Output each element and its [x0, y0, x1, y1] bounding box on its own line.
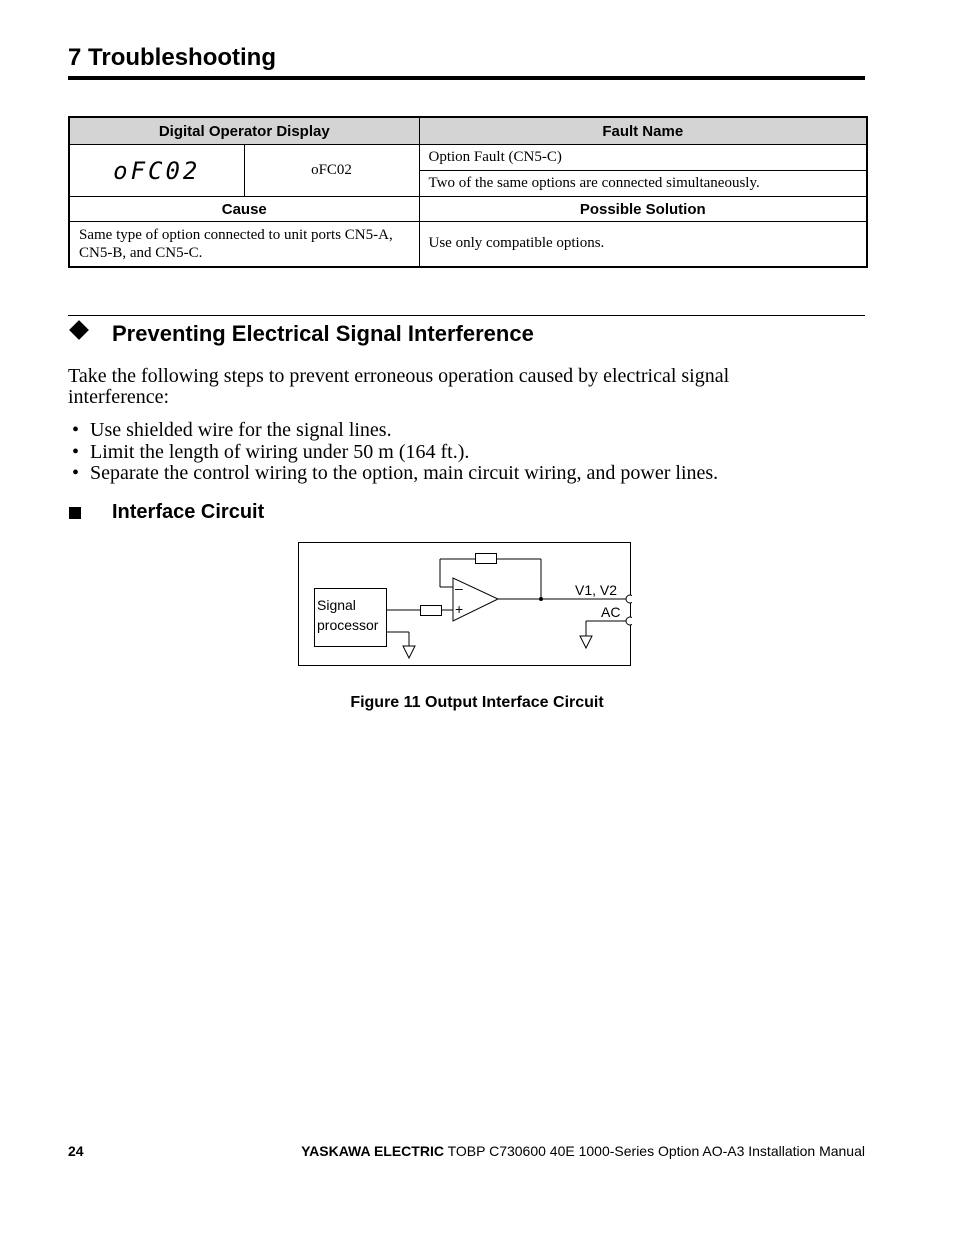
- fault-description: Two of the same options are connected simultaneously.: [419, 171, 867, 197]
- display-code: oFC02: [244, 145, 419, 197]
- bullet-icon: •: [72, 462, 80, 484]
- fault-name: Option Fault (CN5-C): [419, 145, 867, 171]
- header-digital-operator-display: Digital Operator Display: [69, 117, 419, 145]
- diamond-icon: [69, 320, 89, 340]
- list-item: • Separate the control wiring to the option, main circuit wiring, and power lines.: [72, 462, 719, 484]
- input-resistor: [421, 606, 442, 616]
- footer-doc-title: TOBP C730600 40E 1000-Series Option AO-A3 Installation Manual: [443, 1143, 865, 1159]
- ground-icon: [580, 636, 592, 648]
- bullet-icon: •: [72, 419, 80, 441]
- op-amp-plus: +: [455, 601, 464, 617]
- list-item: • Limit the length of wiring under 50 m (164 ft.).: [72, 440, 470, 463]
- header-possible-solution: Possible Solution: [419, 197, 867, 222]
- cause-text: Same type of option connected to unit ports CN5-A, CN5-B, and CN5-C.: [69, 222, 419, 267]
- fault-table: [68, 116, 868, 268]
- v1-v2-terminal: [626, 595, 632, 603]
- header-fault-name: Fault Name: [419, 117, 867, 145]
- display-glyph: oFC02: [69, 145, 244, 197]
- intro-paragraph: Take the following steps to prevent erroneous operation caused by electrical signal interference:: [68, 365, 730, 408]
- footer: [301, 1143, 865, 1159]
- output-label: V1, V2: [575, 582, 618, 598]
- solution-text: Use only compatible options.: [419, 222, 867, 267]
- bullet-list: [70, 420, 870, 485]
- interface-circuit-diagram: [298, 542, 632, 667]
- section-title: Preventing Electrical Signal Interference: [112, 321, 534, 346]
- chapter-rule: [68, 76, 865, 80]
- page-number: 24: [68, 1143, 84, 1159]
- ac-terminal: [626, 617, 632, 625]
- feedback-resistor: [476, 554, 497, 564]
- bullet-icon: •: [72, 440, 80, 463]
- ac-label: AC: [601, 604, 621, 620]
- processor-label-line2: processor: [317, 617, 379, 633]
- section-rule: [68, 315, 865, 316]
- list-item: • Use shielded wire for the signal lines.: [72, 419, 392, 441]
- processor-label-line1: Signal: [317, 597, 356, 613]
- subsection-title: Interface Circuit: [112, 501, 265, 523]
- op-amp-minus: –: [455, 580, 463, 596]
- footer-brand: YASKAWA ELECTRIC: [301, 1143, 444, 1159]
- ground-icon: [403, 646, 415, 658]
- junction-dot: [539, 597, 543, 601]
- header-cause: Cause: [69, 197, 419, 222]
- square-bullet-icon: [69, 507, 81, 519]
- figure-caption: Figure 11 Output Interface Circuit: [350, 694, 604, 711]
- chapter-title: 7 Troubleshooting: [68, 44, 276, 71]
